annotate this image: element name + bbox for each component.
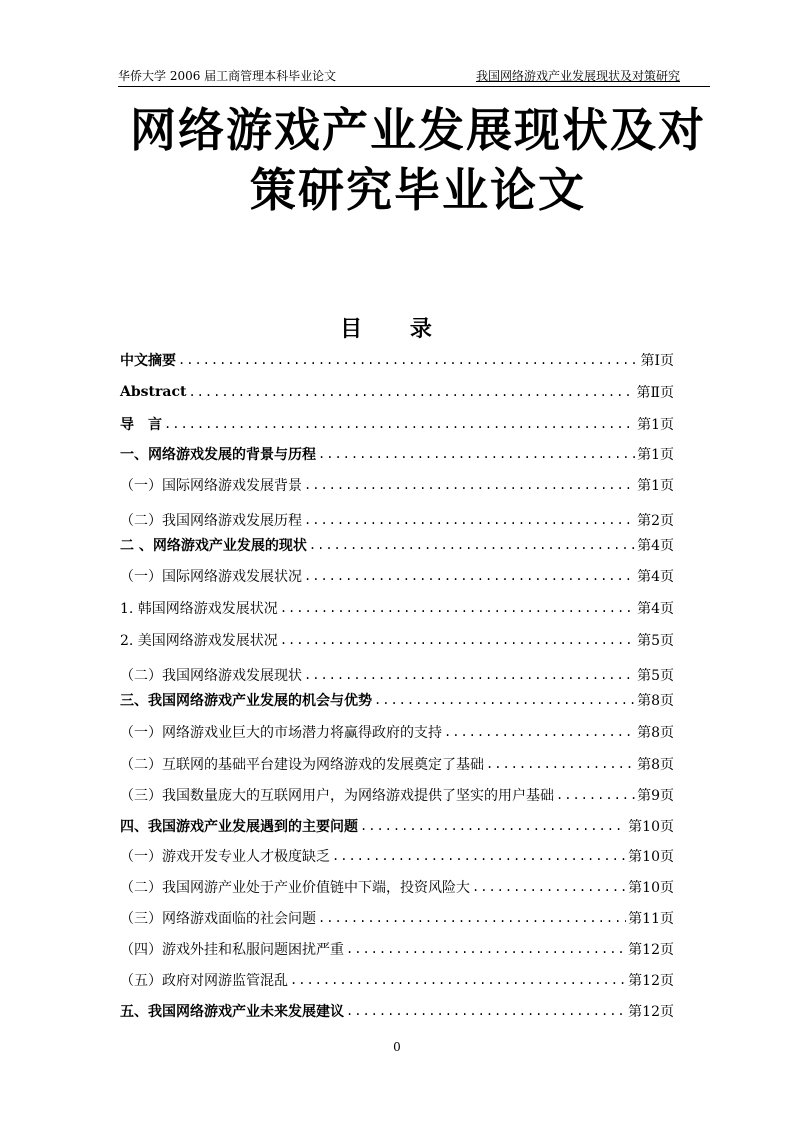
toc-leader-dots xyxy=(290,973,626,987)
toc-leader-dots xyxy=(332,849,626,863)
toc-entry-page: 第1页 xyxy=(637,417,674,433)
toc-entry-abstract-cn[interactable] xyxy=(120,345,674,375)
toc-entry-2-1-2[interactable] xyxy=(120,625,674,655)
toc-entry-4-2[interactable] xyxy=(120,872,674,902)
toc-entry-4-1[interactable] xyxy=(120,841,674,871)
toc-entry-label: Abstract xyxy=(120,384,187,400)
toc-entry-chapter-5[interactable] xyxy=(120,996,674,1026)
toc-entry-page: 第Ⅰ页 xyxy=(640,353,674,369)
toc-entry-3-3[interactable] xyxy=(120,780,674,810)
toc-entry-label: 1. 韩国网络游戏发展状况 xyxy=(120,601,278,617)
toc-leader-dots xyxy=(309,538,635,552)
toc-entry-label: （一）国际网络游戏发展状况 xyxy=(120,569,302,585)
toc-entry-label: （二）我国网络游戏发展现状 xyxy=(120,668,302,684)
toc-entry-2-1[interactable] xyxy=(120,561,674,591)
toc-entry-chapter-2[interactable] xyxy=(120,530,674,560)
toc-leader-dots xyxy=(374,693,635,707)
toc-entry-label: （一）游戏开发专业人才极度缺乏 xyxy=(120,849,330,865)
toc-entry-label: 2. 美国网络游戏发展状况 xyxy=(120,633,278,649)
toc-entry-label: （二）我国网游产业处于产业价值链中下端，投资风险大 xyxy=(120,880,470,896)
toc-leader-dots xyxy=(360,819,626,833)
toc-entry-introduction[interactable] xyxy=(120,409,674,439)
toc-entry-chapter-1[interactable] xyxy=(120,439,674,469)
toc-leader-dots xyxy=(444,725,635,739)
toc-leader-dots xyxy=(280,601,635,615)
toc-entry-page: 第2页 xyxy=(637,513,674,529)
toc-leader-dots xyxy=(304,569,635,583)
toc-entry-label: 一、网络游戏发展的背景与历程 xyxy=(120,447,316,463)
toc-entry-2-1-1[interactable] xyxy=(120,593,674,623)
toc-entry-label: 二 、网络游戏产业发展的现状 xyxy=(120,538,307,554)
toc-entry-label: （五）政府对网游监管混乱 xyxy=(120,973,288,989)
toc-entry-page: 第12页 xyxy=(628,942,674,958)
toc-entry-page: 第12页 xyxy=(628,1004,674,1020)
toc-leader-dots xyxy=(178,353,638,367)
toc-entry-label: （一）国际网络游戏发展背景 xyxy=(120,478,302,494)
toc-entry-label: （三）我国数量庞大的互联网用户，为网络游戏提供了坚实的用户基础 xyxy=(120,788,554,804)
toc-entry-page: 第8页 xyxy=(637,725,674,741)
header-left-text: 华侨大学 2006 届工商管理本科毕业论文 xyxy=(118,69,337,83)
toc-entry-page: 第10页 xyxy=(628,849,674,865)
toc-entry-chapter-3[interactable] xyxy=(120,685,674,715)
toc-leader-dots xyxy=(346,1004,626,1018)
toc-entry-page: 第4页 xyxy=(637,538,674,554)
toc-heading: 目 录 xyxy=(340,316,452,342)
toc-entry-page: 第12页 xyxy=(628,973,674,989)
toc-entry-page: 第4页 xyxy=(637,601,674,617)
toc-entry-4-4[interactable] xyxy=(120,934,674,964)
toc-entry-4-5[interactable] xyxy=(120,965,674,995)
toc-entry-label: （三）网络游戏面临的社会问题 xyxy=(120,911,316,927)
toc-leader-dots xyxy=(304,668,635,682)
page-header xyxy=(118,66,710,87)
toc-leader-dots xyxy=(472,880,626,894)
toc-entry-label: 五、我国网络游戏产业未来发展建议 xyxy=(120,1004,344,1020)
toc-entry-4-3[interactable] xyxy=(120,903,674,933)
toc-entry-label: （二）互联网的基础平台建设为网络游戏的发展奠定了基础 xyxy=(120,757,484,773)
toc-leader-dots xyxy=(556,788,635,802)
toc-leader-dots xyxy=(304,513,635,527)
header-right-text: 我国网络游戏产业发展现状及对策研究 xyxy=(475,69,680,83)
toc-entry-page: 第4页 xyxy=(637,569,674,585)
toc-leader-dots xyxy=(318,447,635,461)
toc-entry-abstract-en[interactable] xyxy=(120,377,674,407)
title-line-2: 策研究毕业论文 xyxy=(250,163,586,217)
toc-entry-page: 第10页 xyxy=(628,880,674,896)
toc-entry-page: 第9页 xyxy=(637,788,674,804)
toc-entry-page: 第8页 xyxy=(637,693,674,709)
toc-entry-label: 三、我国网络游戏产业发展的机会与优势 xyxy=(120,693,372,709)
toc-entry-page: 第1页 xyxy=(637,478,674,494)
toc-leader-dots xyxy=(164,417,635,431)
toc-entry-page: 第8页 xyxy=(637,757,674,773)
toc-entry-page: 第1页 xyxy=(637,447,674,463)
toc-leader-dots xyxy=(318,911,626,925)
title-line-1: 网络游戏产业发展现状及对 xyxy=(130,103,706,157)
toc-entry-3-2[interactable] xyxy=(120,749,674,779)
document-title xyxy=(118,100,718,220)
toc-entry-chapter-4[interactable] xyxy=(120,811,674,841)
toc-entry-label: （二）我国网络游戏发展历程 xyxy=(120,513,302,529)
toc-leader-dots xyxy=(346,942,626,956)
toc-entry-3-1[interactable] xyxy=(120,717,674,747)
toc-entry-label: 导 言 xyxy=(120,417,162,433)
toc-entry-label: 中文摘要 xyxy=(120,353,176,369)
toc-entry-1-1[interactable] xyxy=(120,470,674,500)
toc-leader-dots xyxy=(486,757,635,771)
page-number: 0 xyxy=(393,1040,401,1054)
toc-entry-label: （四）游戏外挂和私服问题困扰严重 xyxy=(120,942,344,958)
toc-leader-dots xyxy=(280,633,635,647)
toc-entry-page: 第Ⅱ页 xyxy=(636,385,674,401)
toc-entry-page: 第5页 xyxy=(637,633,674,649)
toc-leader-dots xyxy=(188,385,634,399)
toc-entry-page: 第10页 xyxy=(628,819,674,835)
toc-entry-label: （一）网络游戏业巨大的市场潜力将赢得政府的支持 xyxy=(120,725,442,741)
toc-entry-page: 第5页 xyxy=(637,668,674,684)
toc-entry-label: 四、我国游戏产业发展遇到的主要问题 xyxy=(120,819,358,835)
toc-entry-page: 第11页 xyxy=(628,911,674,927)
toc-leader-dots xyxy=(304,478,635,492)
